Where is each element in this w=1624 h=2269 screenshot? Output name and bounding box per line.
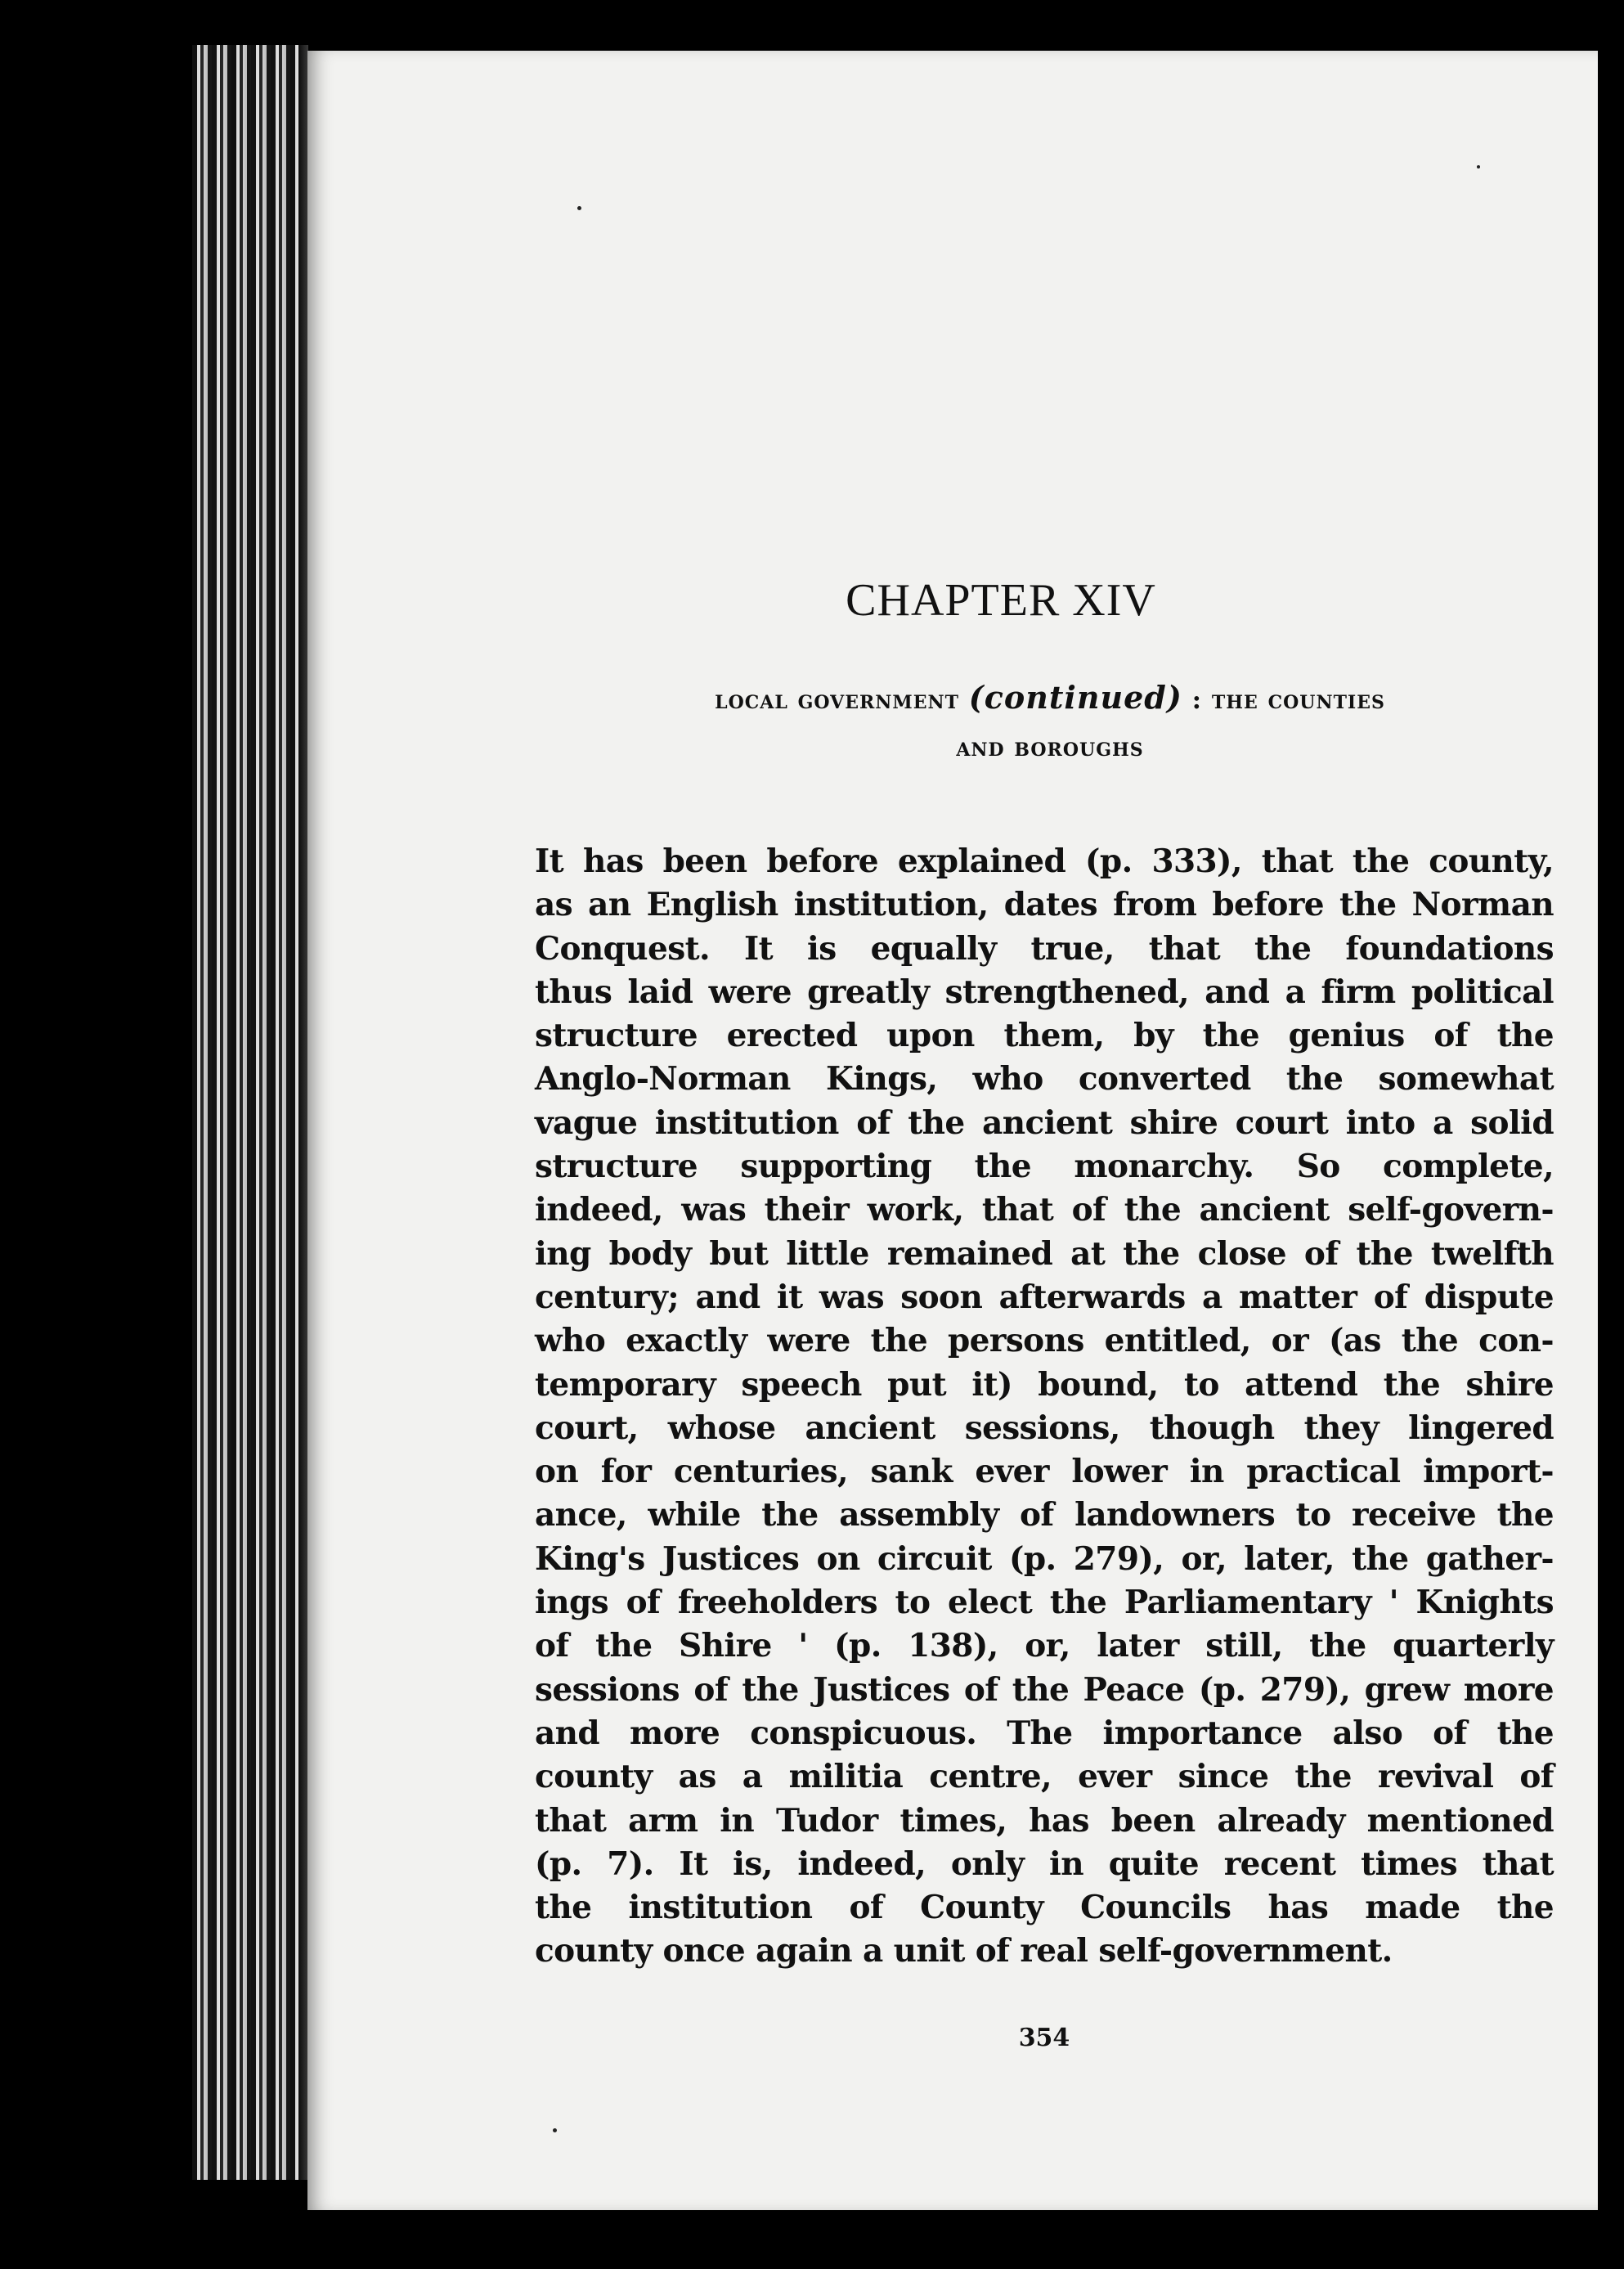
body-line: who exactly were the persons entitled, or (as the con-	[535, 1322, 1554, 1360]
body-line: It has been before explained (p. 333), that the county,	[535, 842, 1554, 880]
dust-speck	[553, 2128, 557, 2132]
page-edges	[192, 45, 298, 2180]
scan-border	[1598, 0, 1624, 2269]
body-line: (p. 7). It is, indeed, only in quite recent times that	[535, 1844, 1554, 1883]
subtitle-part2: : the counties	[1191, 685, 1385, 715]
book-page	[307, 51, 1598, 2210]
subtitle-continued: (continued)	[968, 679, 1182, 716]
page-number: 354	[1018, 2024, 1070, 2052]
body-line: century; and it was soon afterwards a matter of dispute	[535, 1278, 1554, 1316]
body-line: ing body but little remained at the close of the twelfth	[535, 1234, 1554, 1273]
body-line: Conquest. It is equally true, that the foundations	[535, 929, 1554, 968]
body-line: ings of freeholders to elect the Parliamentary ' Knights	[535, 1584, 1554, 1622]
body-line: court, whose ancient sessions, though they lingered	[535, 1409, 1554, 1447]
body-line: county as a militia centre, ever since the revival of	[535, 1758, 1554, 1796]
body-line: county once again a unit of real self-government.	[535, 1932, 1393, 1970]
dust-speck	[1477, 165, 1480, 168]
body-line: sessions of the Justices of the Peace (p. 279), grew more	[535, 1670, 1554, 1709]
body-line: Anglo-Norman Kings, who converted the somewhat	[535, 1060, 1554, 1099]
chapter-subtitle	[559, 674, 1541, 771]
body-line: that arm in Tudor times, has been already mentioned	[535, 1801, 1554, 1840]
body-line: as an English institution, dates from before the Norman	[535, 886, 1554, 924]
body-line: on for centuries, sank ever lower in practical import-	[535, 1453, 1554, 1491]
body-line: temporary speech put it) bound, to attend the shire	[535, 1365, 1554, 1404]
body-line: of the Shire ' (p. 138), or, later still, the quarterly	[535, 1627, 1554, 1665]
body-line: structure erected upon them, by the genius of the	[535, 1017, 1554, 1055]
body-paragraph	[535, 840, 1554, 1974]
dust-speck	[577, 206, 581, 210]
body-line: ance, while the assembly of landowners to receive the	[535, 1496, 1554, 1534]
subtitle-line2: and boroughs	[956, 733, 1144, 762]
body-line: vague institution of the ancient shire court into a solid	[535, 1103, 1554, 1142]
chapter-title: CHAPTER XIV	[846, 575, 1156, 626]
body-line: King's Justices on circuit (p. 279), or, later, the gather-	[535, 1539, 1554, 1578]
body-line: indeed, was their work, that of the ancient self-govern-	[535, 1191, 1554, 1229]
body-line: thus laid were greatly strengthened, and a firm political	[535, 973, 1554, 1011]
body-line: the institution of County Councils has made the	[535, 1889, 1554, 1927]
subtitle-part1: local government	[715, 685, 959, 715]
body-line: and more conspicuous. The importance also of the	[535, 1714, 1554, 1752]
body-line: structure supporting the monarchy. So complete,	[535, 1148, 1554, 1186]
